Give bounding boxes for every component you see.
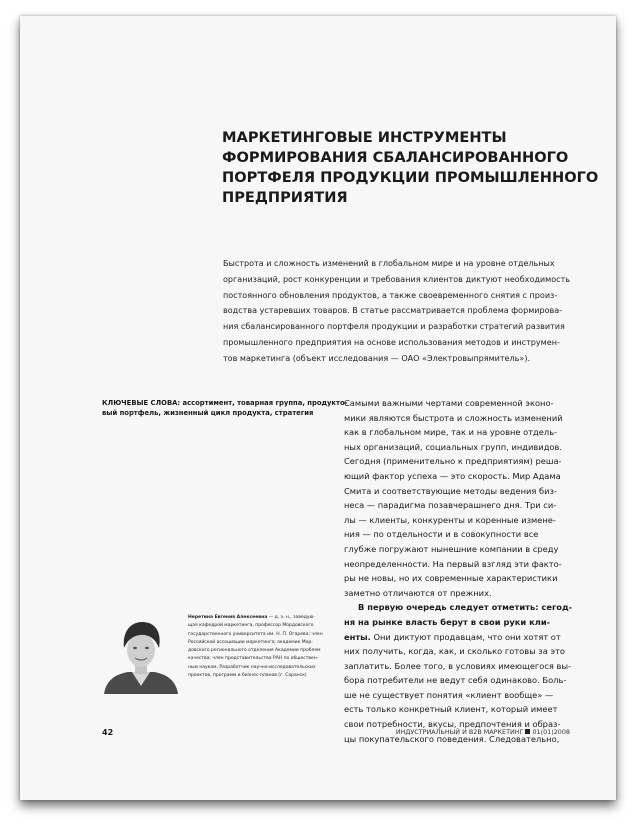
- bio-text: — д. э. н., заведую-: [267, 615, 315, 620]
- bio-line: проектов, программ и бизнес-планов (г. Саранск): [188, 673, 307, 679]
- body-line: есть только конкретный клиент, который имеет: [344, 704, 558, 715]
- title-line: ФОРМИРОВАНИЯ СБАЛАНСИРОВАННОГО: [222, 149, 569, 166]
- body-line: свои потребности, вкусы, предпочтения и образ-: [344, 719, 561, 730]
- body-line: них получить, когда, как, и сколько готовы за это: [344, 646, 565, 657]
- bio-line: государственного университета им. Н. П. Огарева; член: [188, 631, 323, 637]
- body-line: заметно отличаются от прежних.: [344, 587, 492, 598]
- body-line: лы — клиенты, конкуренты и коренные измене-: [344, 514, 556, 525]
- title-line: ПРЕДПРИЯТИЯ: [222, 189, 348, 206]
- bio-line: Российской ассоциации маркетинга; академик Мор-: [188, 639, 313, 645]
- page-number: 42: [102, 728, 114, 737]
- body-line: ющий фактор успеха — это скорость. Мир Адама: [344, 470, 561, 481]
- body-line: бора потребители не ведут себя одинаково. Боль-: [344, 675, 567, 686]
- body-line: ше не существует понятия «клиент вообще» —: [344, 689, 554, 700]
- body-line: ры не новы, но их современные характеристики: [344, 573, 558, 584]
- body-line: мики являются быстрота и сложность изменений: [344, 412, 563, 423]
- abstract-line: тов маркетинга (объект исследования — ОАО «Электровыпрямитель»).: [223, 353, 531, 363]
- body-line: ных организаций, социальных групп, индивидов.: [344, 441, 563, 452]
- article-title: [222, 128, 599, 208]
- bold-lead: ня на рынке власть берут в свои руки кли-: [344, 616, 551, 627]
- body-line: Смита и соответствующие методы ведения биз-: [344, 485, 557, 496]
- keywords-line: КЛЮЧЕВЫЕ СЛОВА: ассортимент, товарная группа, продукто-: [102, 399, 348, 407]
- keywords-line: вый портфель, жизненный цикл продукта, стратегия: [102, 409, 314, 417]
- body-line: ния — по отдельности и в совокупности все: [344, 529, 539, 540]
- body-line: Самыми важными чертами современной эконо-: [344, 398, 554, 408]
- body-line: как в глобальном мире, так и на уровне отдель-: [344, 427, 558, 438]
- body-line: цы покупательского поведения. Следовательно,: [344, 733, 560, 744]
- journal-footer: [396, 728, 570, 736]
- bio-line: качества; член представительства РАН по обществен-: [188, 656, 319, 662]
- bold-lead: енты.: [344, 631, 371, 642]
- author-bio: [188, 614, 338, 680]
- body-line: глубже погружают нынешние компании в среду: [344, 543, 559, 554]
- title-line: ПОРТФЕЛЯ ПРОДУКЦИИ ПРОМЫШЛЕННОГО: [222, 169, 599, 186]
- footer-issue: 01(01)2008: [532, 728, 570, 736]
- bio-line: довского регионального отделения Академии проблем: [188, 648, 321, 654]
- title-line: МАРКЕТИНГОВЫЕ ИНСТРУМЕНТЫ: [222, 129, 507, 146]
- author-name: Неретина Евгения Алексеевна: [188, 615, 268, 620]
- body-line: [344, 615, 592, 630]
- square-bullet-icon: [525, 729, 530, 734]
- abstract-line: ния сбалансированного портфеля продукции и разработки стратегий развития: [223, 322, 565, 332]
- body-text: Они диктуют продавцам, что они хотят от: [370, 631, 561, 642]
- abstract-line: постоянного обновления продуктов, а также своевременного снятия с произ-: [223, 290, 558, 300]
- body-line: [344, 600, 592, 615]
- article-abstract: [223, 256, 589, 367]
- footer-journal: ИНДУСТРИАЛЬНЫЙ И B2B МАРКЕТИНГ: [395, 728, 524, 736]
- body-line: [344, 630, 592, 645]
- body-line: неса — парадигма позавчерашнего дня. Три си-: [344, 500, 557, 511]
- bio-line: ным наукам. Разработчик научно-исследовательских: [188, 664, 316, 670]
- abstract-line: водства устаревших товаров. В статье рассматривается проблема формирова-: [223, 306, 563, 316]
- abstract-line: Быстрота и сложность изменений в глобальном мире и на уровне отдельных: [223, 259, 555, 268]
- author-photo: [102, 614, 180, 694]
- abstract-line: промышленного предприятия на основе использования методов и инструмен-: [223, 337, 560, 347]
- body-line: Сегодня (применительно к предприятиям) реша-: [344, 456, 562, 467]
- keywords: [102, 398, 348, 418]
- abstract-line: организаций, рост конкуренции и требования клиентов диктуют необходимость: [223, 274, 571, 284]
- body-line: заплатить. Более того, в условиях имеющегося вы-: [344, 660, 571, 671]
- article-body: [344, 396, 592, 746]
- magazine-page: [20, 16, 616, 800]
- bio-line: [188, 614, 338, 622]
- bold-lead: В первую очередь следует отметить: сегод-: [358, 602, 573, 613]
- body-line: неопределенности. На первый взгляд эти факто-: [344, 558, 562, 569]
- bio-line: щая кафедрой маркетинга, профессор Мордовского: [188, 623, 314, 629]
